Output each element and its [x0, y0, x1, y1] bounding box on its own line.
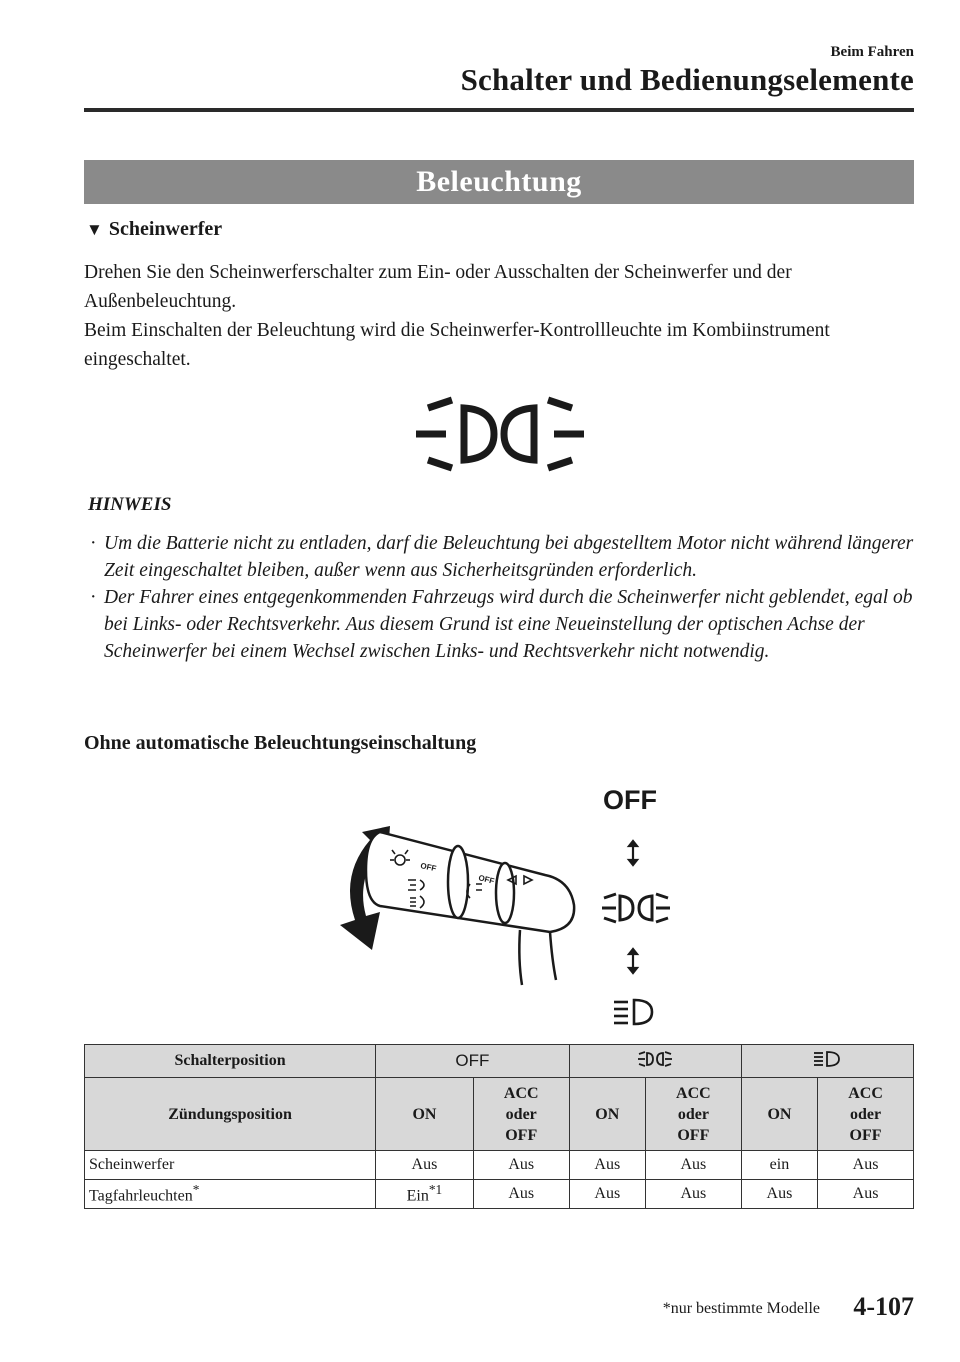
ign-on: ON	[741, 1078, 817, 1151]
paragraph: Beim Einschalten der Beleuchtung wird die Scheinwerfer-Kontrollleuchte im Kombiinstrument eingeschaltet.	[84, 320, 830, 370]
table-cell: Ein$^{*1}$	[376, 1180, 474, 1209]
table-cell: Aus	[645, 1180, 741, 1209]
table-cell: Aus	[473, 1151, 569, 1180]
light-switch-diagram	[330, 780, 670, 1030]
headlight-icon	[813, 1050, 841, 1068]
ring-off-label: OFF	[477, 873, 496, 886]
footnote: *nur bestimmte Modelle	[662, 1300, 820, 1317]
page-title: Schalter und Bedienungselemente	[460, 62, 914, 97]
table-row	[85, 1151, 914, 1180]
footnote-marker: *1	[428, 1182, 443, 1198]
ign-acc: ACC oder OFF	[645, 1078, 741, 1151]
table-cell: Aus	[818, 1151, 914, 1180]
table-row	[85, 1045, 914, 1078]
row-header: Schalterposition	[85, 1045, 376, 1078]
triangle-icon: ▼	[86, 220, 103, 239]
section-title: Ohne automatische Beleuchtungseinschaltung	[84, 732, 477, 754]
note-item	[84, 530, 914, 584]
row-label: Scheinwerfer	[85, 1151, 376, 1180]
section-banner: Beleuchtung	[84, 160, 914, 204]
note-text: Der Fahrer eines entgegenkommenden Fahrzeugs wird durch die Scheinwerfer nicht geblendet, egal ob bei Links- oder Rechtsverkehr. Aus diesem Grund ist eine Neueinstellung der optischen Achse der Scheinwerfer bei einem Wechsel zwischen Links- und Rechtsverkehr nicht notwendig.	[104, 587, 913, 662]
header-rule	[84, 108, 914, 112]
ign-on: ON	[569, 1078, 645, 1151]
body-text	[84, 258, 914, 374]
page-number: 4-107	[853, 1292, 914, 1321]
headlight-indicator-icon	[410, 392, 590, 476]
col-parking	[569, 1045, 741, 1078]
ign-acc: ACC oder OFF	[818, 1078, 914, 1151]
table-cell: Aus	[569, 1180, 645, 1209]
table-cell: Aus	[818, 1180, 914, 1209]
switch-position-table	[84, 1044, 914, 1209]
note-text: Um die Batterie nicht zu entladen, darf die Beleuchtung bei abgestelltem Motor nicht während längerer Zeit eingeschaltet bleiben, außer wenn aus Sicherheitsgründen erforderlich.	[104, 533, 914, 581]
parking-light-icon	[638, 1050, 672, 1068]
header-section: Beim Fahren	[830, 44, 914, 60]
table-cell: ein	[741, 1151, 817, 1180]
subheading-text: Scheinwerfer	[108, 218, 223, 240]
table-cell: Aus	[376, 1151, 474, 1180]
subheading	[86, 218, 222, 241]
table-cell: Aus	[473, 1180, 569, 1209]
table-row	[85, 1078, 914, 1151]
footnote-marker: *	[192, 1182, 200, 1198]
bullet: ·	[90, 533, 97, 554]
note-title: HINWEIS	[88, 494, 172, 515]
ign-acc: ACC oder OFF	[473, 1078, 569, 1151]
col-off	[376, 1045, 570, 1078]
note-item	[84, 584, 914, 665]
table-cell: Aus	[645, 1151, 741, 1180]
table-cell: Aus	[741, 1180, 817, 1209]
ring-off-label: OFF	[419, 861, 438, 874]
table-cell: Aus	[569, 1151, 645, 1180]
bullet: ·	[90, 587, 97, 608]
paragraph: Drehen Sie den Scheinwerferschalter zum Ein- oder Ausschalten der Scheinwerfer und der Außenbeleuchtung.	[84, 262, 792, 312]
row-header: Zündungsposition	[85, 1078, 376, 1151]
ign-on: ON	[376, 1078, 474, 1151]
col-headlight	[741, 1045, 913, 1078]
note-list	[84, 530, 914, 665]
off-symbol: OFF	[455, 1051, 490, 1070]
row-label: Tagfahrleuchten*	[85, 1180, 376, 1209]
table-row	[85, 1180, 914, 1209]
diagram-off-label: OFF	[603, 785, 657, 815]
